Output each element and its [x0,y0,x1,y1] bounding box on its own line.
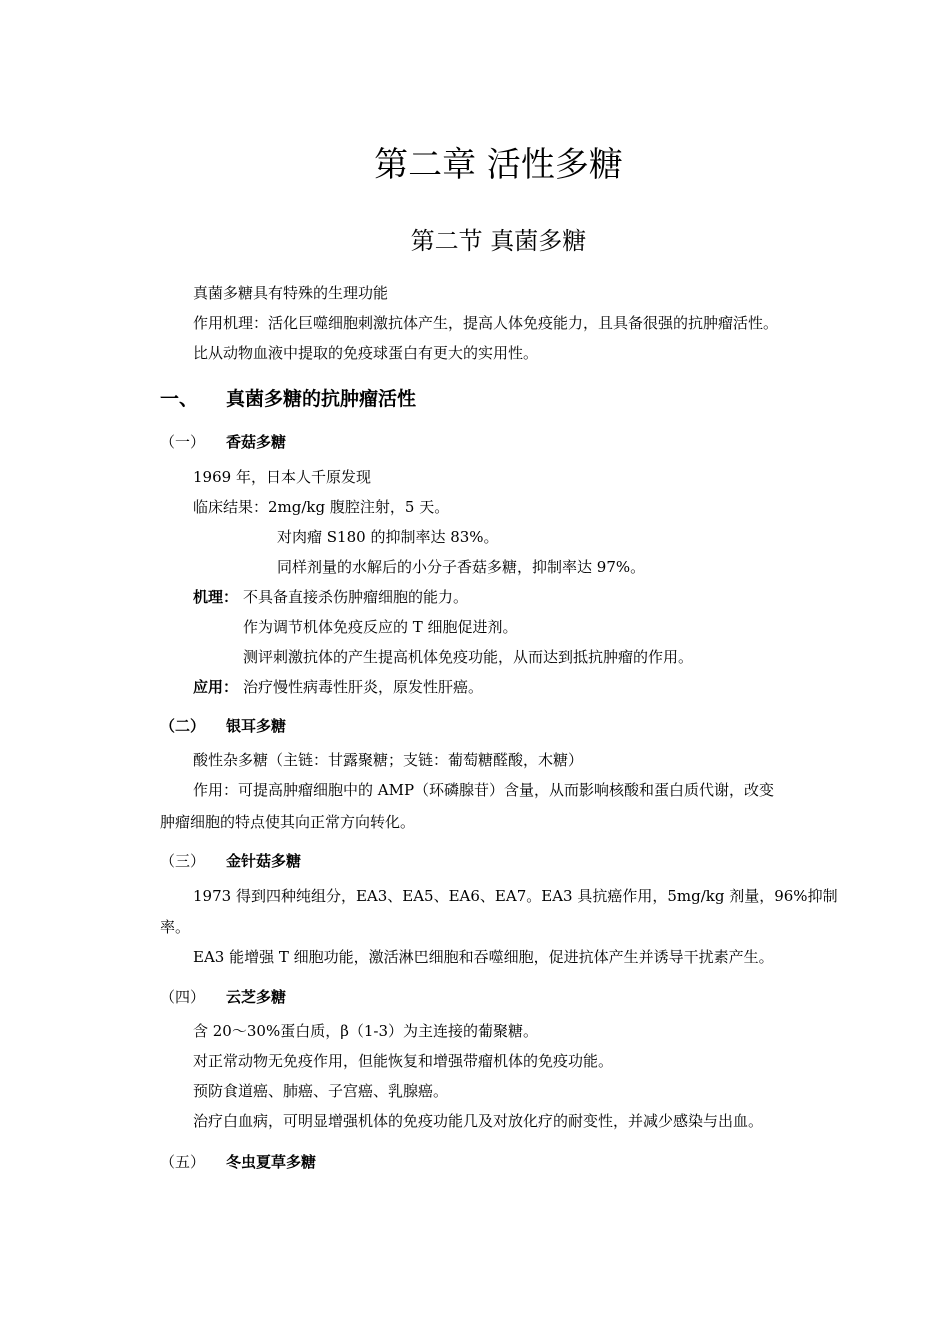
s2-number: （二） [160,717,206,735]
s5-number: （五） [160,1153,206,1171]
intro-line: 真菌多糖具有特殊的生理功能 [193,284,389,302]
intro-line: 作用机理：活化巨噬细胞刺激抗体产生，提高人体免疫能力，且具备很强的抗肿瘤活性。 [193,314,779,332]
s2-line: 酸性杂多糖（主链：甘露聚糖；支链：葡萄糖醛酸，木糖） [193,751,584,769]
s4-name: 云芝多糖 [226,988,287,1006]
s2-line: 肿瘤细胞的特点使其向正常方向转化。 [160,813,416,831]
s1-app-text: 治疗慢性病毒性肝炎，原发性肝癌。 [243,678,484,696]
section-title: 第二节 真菌多糖 [410,227,587,255]
s4-line: 含 20～30%蛋白质，β（1-3）为主连接的葡聚糖。 [193,1022,539,1040]
s2-line: 作用：可提高肿瘤细胞中的 AMP（环磷腺苷）含量，从而影响核酸和蛋白质代谢，改变 [193,781,775,799]
s1-mech-line: 作为调节机体免疫反应的 T 细胞促进剂。 [243,618,518,636]
s1-name: 香菇多糖 [226,433,287,451]
s4-line: 对正常动物无免疫作用，但能恢复和增强带瘤机体的免疫功能。 [193,1052,614,1070]
s1-line: 1969 年，日本人千原发现 [193,468,371,486]
s1-mech-label: 机理： [193,588,239,606]
s3-line: 1973 得到四种纯组分，EA3、EA5、EA6、EA7。EA3 具抗癌作用，5mg/kg 剂量，96%抑制 [193,887,838,905]
chapter-title: 第二章 活性多糖 [374,145,623,185]
s3-number: （三） [160,852,206,870]
s3-line: 率。 [160,918,191,936]
s5-name: 冬虫夏草多糖 [226,1153,317,1171]
s1-app-label: 应用： [193,678,239,696]
s2-name: 银耳多糖 [226,717,287,735]
s1-number: （一） [160,433,206,451]
s3-name: 金针菇多糖 [226,852,302,870]
s4-number: （四） [160,988,206,1006]
s3-line: EA3 能增强 T 细胞功能，激活淋巴细胞和吞噬细胞，促进抗体产生并诱导干扰素产生。 [193,948,774,966]
heading1-text: 真菌多糖的抗肿瘤活性 [226,388,417,410]
intro-line: 比从动物血液中提取的免疫球蛋白有更大的实用性。 [193,344,539,362]
s1-line: 对肉瘤 S180 的抑制率达 83%。 [277,528,499,546]
s4-line: 治疗白血病，可明显增强机体的免疫功能几及对放化疗的耐变性，并减少感染与出血。 [193,1112,764,1130]
s1-mech-line: 测评刺激抗体的产生提高机体免疫功能，从而达到抵抗肿瘤的作用。 [243,648,694,666]
s4-line: 预防食道癌、肺癌、子宫癌、乳腺癌。 [193,1082,449,1100]
s1-line: 临床结果：2mg/kg 腹腔注射，5 天。 [193,498,450,516]
heading1-number: 一、 [160,388,199,410]
s1-mech-line: 不具备直接杀伤肿瘤细胞的能力。 [243,588,469,606]
s1-line: 同样剂量的水解后的小分子香菇多糖，抑制率达 97%。 [277,558,646,576]
